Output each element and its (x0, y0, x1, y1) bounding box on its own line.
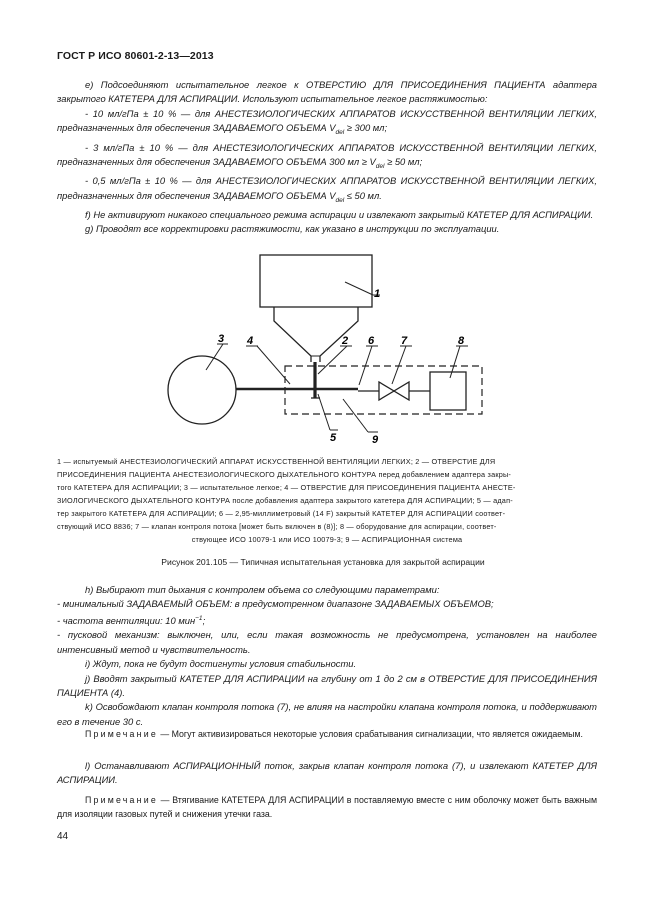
note-1-label: Примечание (85, 729, 158, 739)
note-1-text: — Могут активизироваться некоторые условия срабатывания сигнализации, что является ожидаемым. (157, 729, 583, 739)
figure-label-5: 5 (330, 432, 337, 444)
para-i: i) Ждут, пока не будут достигнуты условия стабильности. (85, 658, 357, 670)
para-f: f) Не активируют никакого специального режима аспирации и извлекают закрытый КАТЕТЕР ДЛЯ АСПИРАЦИИ. (85, 208, 594, 220)
para-min-volume: - минимальный ЗАДАВАЕМЫЙ ОБЪЕМ: в предусмотренном диапазоне ЗАДАВАЕМЫХ ОБЪЕМОВ; (57, 598, 494, 610)
bottom-text-block (57, 583, 597, 729)
para-compliance-10: - 10 мл/гПа ± 10 % — для АНЕСТЕЗИОЛОГИЧЕСКИХ АППАРАТОВ ИСКУССТВЕННОЙ ВЕНТИЛЯЦИИ ЛЕГКИХ, предназначенных для обеспечения ЗАДАВАЕМОГО ОБЪЕМА $V_{del} \ge 300$ мл; (57, 107, 597, 137)
suction-equipment-box (430, 372, 466, 410)
para-k: k) Освобождают клапан контроля потока (7), не влияя на настройки клапана контроля потока, и поддерживают его в течение 30 с. (57, 701, 597, 727)
note-2-text: — Втягивание КАТЕТЕРА ДЛЯ АСПИРАЦИИ в поставляемую вместе с ним оболочку может быть важным для изоляции газовых путей и снижения утечки газа. (57, 795, 597, 819)
para-l-block (57, 759, 597, 788)
para-trigger: - пусковой механизм: выключен, или, если такая возможность не предусмотрена, установлен на наиболее интенсивный метод и чувствительность. (57, 629, 597, 655)
note-2 (57, 793, 597, 821)
figure-label-3: 3 (218, 333, 225, 345)
ventilator-box (260, 255, 372, 307)
para-l: l) Останавливают АСПИРАЦИОННЫЙ поток, закрыв клапан контроля потока (7), и извлекают КАТЕТЕР ДЛЯ АСПИРАЦИИ. (57, 760, 597, 786)
figure-title: Рисунок 201.105 — Типичная испытательная установка для закрытой аспирации (161, 557, 485, 567)
figure-label-6: 6 (368, 335, 375, 347)
flow-control-valve (379, 382, 394, 400)
para-e: е) Подсоединяют испытательное легкое к ОТВЕРСТИЮ ДЛЯ ПРИСОЕДИНЕНИЯ ПАЦИЕНТА адаптера закрытого КАТЕТЕРА ДЛЯ АСПИРАЦИИ. Используют испытательное легкое растяжимостью: (57, 79, 597, 105)
figure-label-1: 1 (374, 288, 381, 300)
test-lung (168, 356, 236, 424)
figure-label-9: 9 (372, 434, 379, 446)
para-j: j) Вводят закрытый КАТЕТЕР ДЛЯ АСПИРАЦИИ на глубину от 1 до 2 см в ОТВЕРСТИЕ ДЛЯ ПРИСОЕДИНЕНИЯ ПАЦИЕНТА (4). (57, 672, 597, 698)
para-frequency: - частота вентиляции: 10 мин$^{-1}$; (57, 614, 206, 626)
page-number: 44 (57, 831, 69, 842)
figure-label-4: 4 (247, 335, 254, 347)
note-1 (57, 727, 597, 741)
ventilator-funnel (274, 307, 311, 362)
para-h: h) Выбирают тип дыхания с контролем объема со следующими параметрами: (85, 584, 440, 595)
para-g: g) Проводят все корректировки растяжимости, как указано в инструкции по эксплуатации. (85, 223, 500, 235)
figure-caption: 1 — испытуемый АНЕСТЕЗИОЛОГИЧЕСКИЙ АППАРАТ ИСКУССТВЕННОЙ ВЕНТИЛЯЦИИ ЛЕГКИХ; 2 — ОТВЕРСТИЕ ДЛЯ ПРИСОЕДИНЕНИЯ ПАЦИЕНТА АНЕСТЕЗИОЛОГИЧЕСКОГО ДЫХАТЕЛЬНОГО КОНТУРА перед добавлением адаптера закры- того КАТЕТЕРА ДЛЯ АСПИРАЦИИ; 3 — испытательное легкое; 4 — ОТВЕРСТИЕ ДЛЯ ПРИСОЕДИНЕНИЯ ПАЦИЕНТА АНЕСТЕ- ЗИОЛОГИЧЕСКОГО ДЫХАТЕЛЬНОГО КОНТУРА после добавления адаптера закрытого катетера ДЛЯ АСПИРАЦИИ; 5 — адап- тер закрытого КАТЕТЕРА ДЛЯ АСПИРАЦИИ; 6 — 2,95-миллиметровый (14 F) закрытый КАТЕТЕР ДЛЯ АСПИРАЦИИ соответ- ствующий ИСО 8836; 7 — клапан контроля потока [может быть включен в (8)]; 8 — оборудование для аспирации, соответ- ствующее ИСО 10079-1 или ИСО 10079-3; 9 — АСПИРАЦИОННАЯ система (57, 457, 516, 544)
document-header: ГОСТ Р ИСО 80601-2-13—2013 (57, 50, 214, 62)
para-compliance-05: - 0,5 мл/гПа ± 10 % — для АНЕСТЕЗИОЛОГИЧЕСКИХ АППАРАТОВ ИСКУССТВЕННОЙ ВЕНТИЛЯЦИИ ЛЕГКИХ, предназначенных для обеспечения ЗАДАВАЕМОГО ОБЪЕМА $V_{del} \le 50$ мл. (57, 175, 597, 204)
figure-label-7: 7 (401, 335, 408, 347)
figure-label-8: 8 (458, 335, 465, 347)
figure-label-2: 2 (342, 335, 349, 347)
note-2-label: Примечание (85, 795, 158, 805)
para-compliance-3: - 3 мл/гПа ± 10 % — для АНЕСТЕЗИОЛОГИЧЕСКИХ АППАРАТОВ ИСКУССТВЕННОЙ ВЕНТИЛЯЦИИ ЛЕГКИХ, предназначенных для обеспечения ЗАДАВАЕМОГО ОБЪЕМА 300 мл ≥ $V_{del} \ge 50$ мл; (57, 141, 597, 170)
